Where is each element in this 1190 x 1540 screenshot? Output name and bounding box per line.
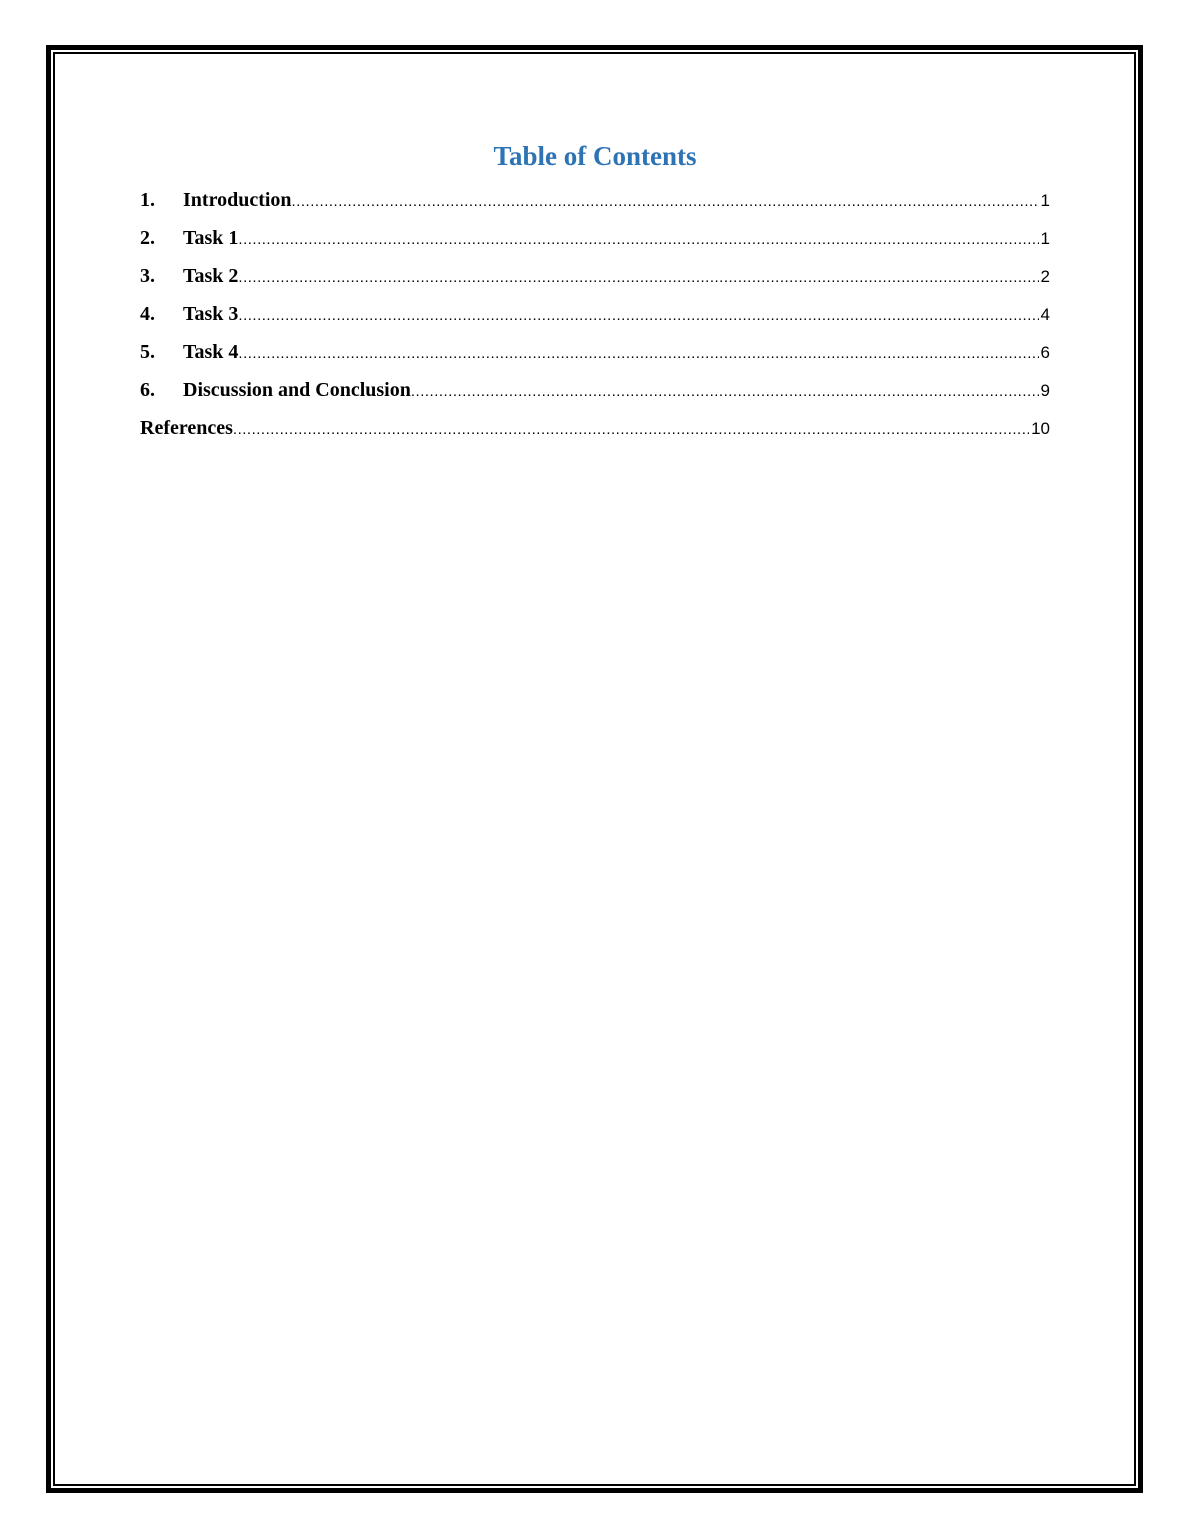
toc-entry-number: 2. bbox=[140, 227, 155, 249]
toc-dot-leader bbox=[238, 222, 1038, 258]
toc-entry-references[interactable] bbox=[140, 410, 1050, 448]
toc-entry-page: 9 bbox=[1040, 381, 1050, 400]
toc-entry-introduction[interactable] bbox=[140, 182, 1050, 220]
toc-entry-label: References bbox=[140, 417, 233, 439]
toc-entry-page: 6 bbox=[1040, 343, 1050, 362]
toc-entry-task-3[interactable] bbox=[140, 296, 1050, 334]
toc-entry-discussion-conclusion[interactable] bbox=[140, 372, 1050, 410]
toc-title: Table of Contents bbox=[493, 141, 697, 171]
toc-entry-page: 1 bbox=[1040, 191, 1050, 210]
toc-entry-page: 2 bbox=[1040, 267, 1050, 286]
toc-entry-number: 6. bbox=[140, 379, 155, 401]
toc-entry-number: 5. bbox=[140, 341, 155, 363]
toc-dot-leader bbox=[238, 298, 1038, 334]
toc-entry-label: Discussion and Conclusion bbox=[183, 379, 411, 401]
toc-list bbox=[140, 182, 1050, 448]
toc-dot-leader bbox=[233, 412, 1029, 448]
toc-entry-task-4[interactable] bbox=[140, 334, 1050, 372]
toc-entry-page: 10 bbox=[1031, 419, 1050, 438]
toc-dot-leader bbox=[292, 184, 1039, 220]
toc-entry-task-1[interactable] bbox=[140, 220, 1050, 258]
toc-entry-label: Introduction bbox=[183, 189, 292, 211]
toc-entry-number: 3. bbox=[140, 265, 155, 287]
toc-entry-label: Task 2 bbox=[183, 265, 239, 287]
toc-entry-label: Task 4 bbox=[183, 341, 239, 363]
toc-entry-task-2[interactable] bbox=[140, 258, 1050, 296]
toc-dot-leader bbox=[411, 374, 1039, 410]
toc-entry-label: Task 1 bbox=[183, 227, 239, 249]
toc-entry-number: 4. bbox=[140, 303, 155, 325]
toc-entry-page: 4 bbox=[1040, 305, 1050, 324]
toc-entry-label: Task 3 bbox=[183, 303, 239, 325]
toc-dot-leader bbox=[238, 260, 1038, 296]
toc-entry-number: 1. bbox=[140, 189, 155, 211]
toc-dot-leader bbox=[238, 336, 1038, 372]
toc-entry-page: 1 bbox=[1040, 229, 1050, 248]
